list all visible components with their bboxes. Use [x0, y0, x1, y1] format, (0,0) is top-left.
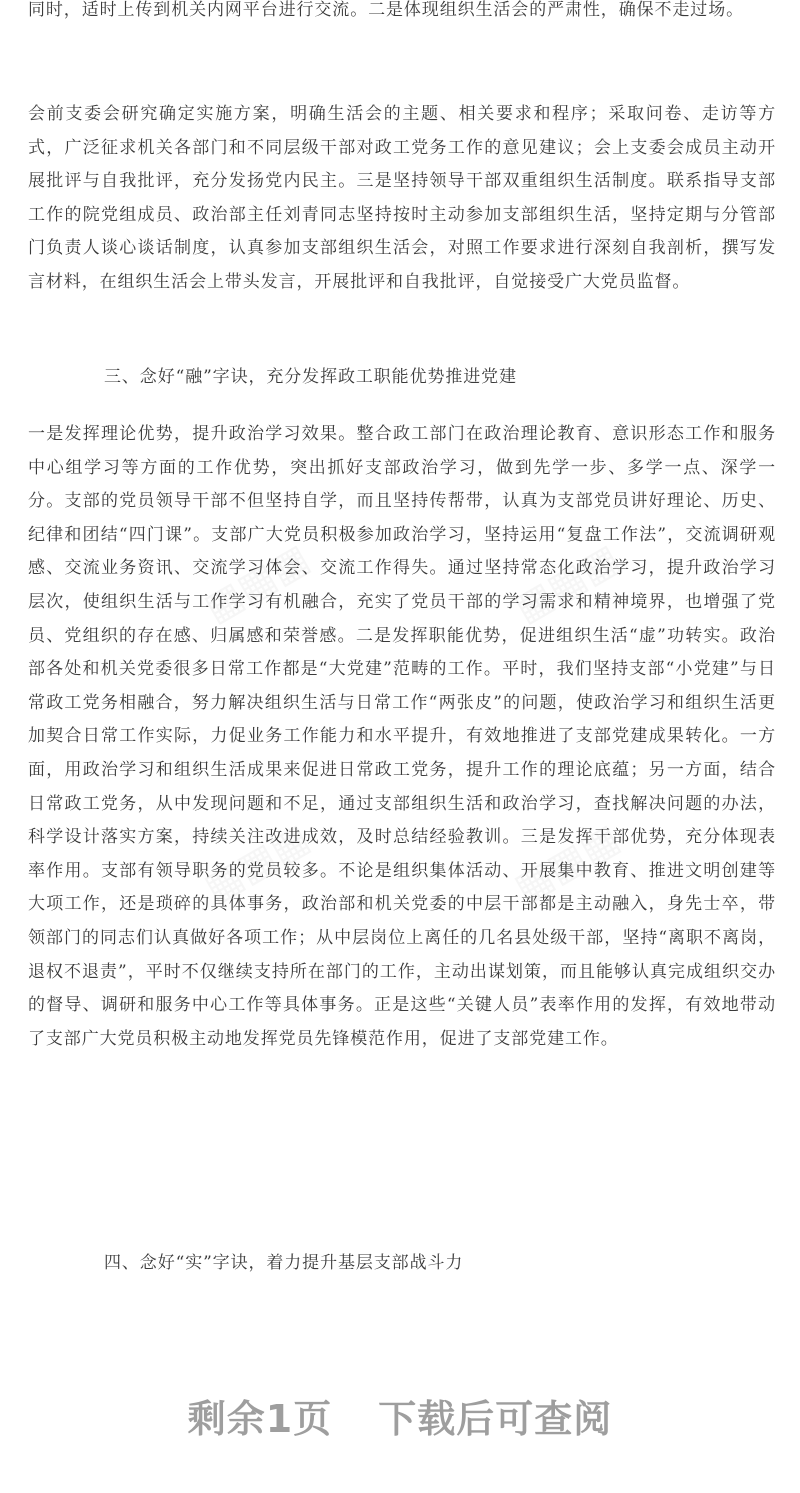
remaining-pages-label: 剩余1页	[187, 1397, 333, 1441]
download-to-view-label: 下载后可查阅	[378, 1397, 613, 1441]
paragraph-top: 同时，适时上传到机关内网平台进行交流。二是体现组织生活会的严肃性，确保不走过场。	[28, 0, 744, 20]
section-heading-3: 三、念好“融”字诀，充分发挥政工职能优势推进党建	[104, 367, 517, 387]
section-heading-4: 四、念好“实”字诀，着力提升基层支部战斗力	[104, 1253, 464, 1273]
download-prompt-banner[interactable]	[0, 1388, 800, 1443]
paragraph-3: 一是发挥理论优势，提升政治学习效果。整合政工部门在政治理论教育、意识形态工作和服务中心组学习等方面的工作优势，突出抓好支部政治学习，做到先学一步、多学一点、深学一分。支部的党员领导干部不但坚持自学，而且坚持传帮带，认真为支部党员讲好理论、历史、纪律和团结“四门课”。支部广大党员积极参加政治学习，坚持运用“复盘工作法”，交流调研观感、交流业务资讯、交流学习体会、交流工作得失。通过坚持常态化政治学习，提升政治学习层次，使组织生活与工作学习有机融合，充实了党员干部的学习需求和精神境界，也增强了党员、党组织的存在感、归属感和荣誉感。二是发挥职能优势，促进组织生活“虚”功转实。政治部各处和机关党委很多日常工作都是“大党建”范畴的工作。平时，我们坚持支部“小党建”与日常政工党务相融合，努力解决组织生活与日常工作“两张皮”的问题，使政治学习和组织生活更加契合日常工作实际，力促业务工作能力和水平提升，有效地推进了支部党建成果转化。一方面，用政治学习和组织生活成果来促进日常政工党务，提升工作的理论底蕴；另一方面，结合日常政工党务，从中发现问题和不足，通过支部组织生活和政治学习，查找解决问题的办法，科学设计落实方案，持续关注改进成效，及时总结经验教训。三是发挥干部优势，充分体现表率作用。支部有领导职务的党员较多。不论是组织集体活动、开展集中教育、推进文明创建等大项工作，还是琐碎的具体事务，政治部和机关党委的中层干部都是主动融入，身先士卒，带领部门的同志们认真做好各项工作；从中层岗位上离任的几名县处级干部，坚持“离职不离岗，退权不退责”，平时不仅继续支持所在部门的工作，主动出谋划策，而且能够认真完成组织交办的督导、调研和服务中心工作等具体事务。正是这些“关键人员”表率作用的发挥，有效地带动了支部广大党员积极主动地发挥党员先锋模范作用，促进了支部党建工作。	[28, 424, 776, 1049]
paragraph-1: 会前支委会研究确定实施方案，明确生活会的主题、相关要求和程序；采取问卷、走访等方式，广泛征求机关各部门和不同层级干部对政工党务工作的意见建议；会上支委会成员主动开展批评与自我批评，充分发扬党内民主。三是坚持领导干部双重组织生活制度。联系指导支部工作的院党组成员、政治部主任刘青同志坚持按时主动参加支部组织生活，坚持定期与分管部门负责人谈心谈话制度，认真参加支部组织生活会，对照工作要求进行深刻自我剖析，撰写发言材料，在组织生活会上带头发言，开展批评和自我批评，自觉接受广大党员监督。	[28, 104, 776, 292]
